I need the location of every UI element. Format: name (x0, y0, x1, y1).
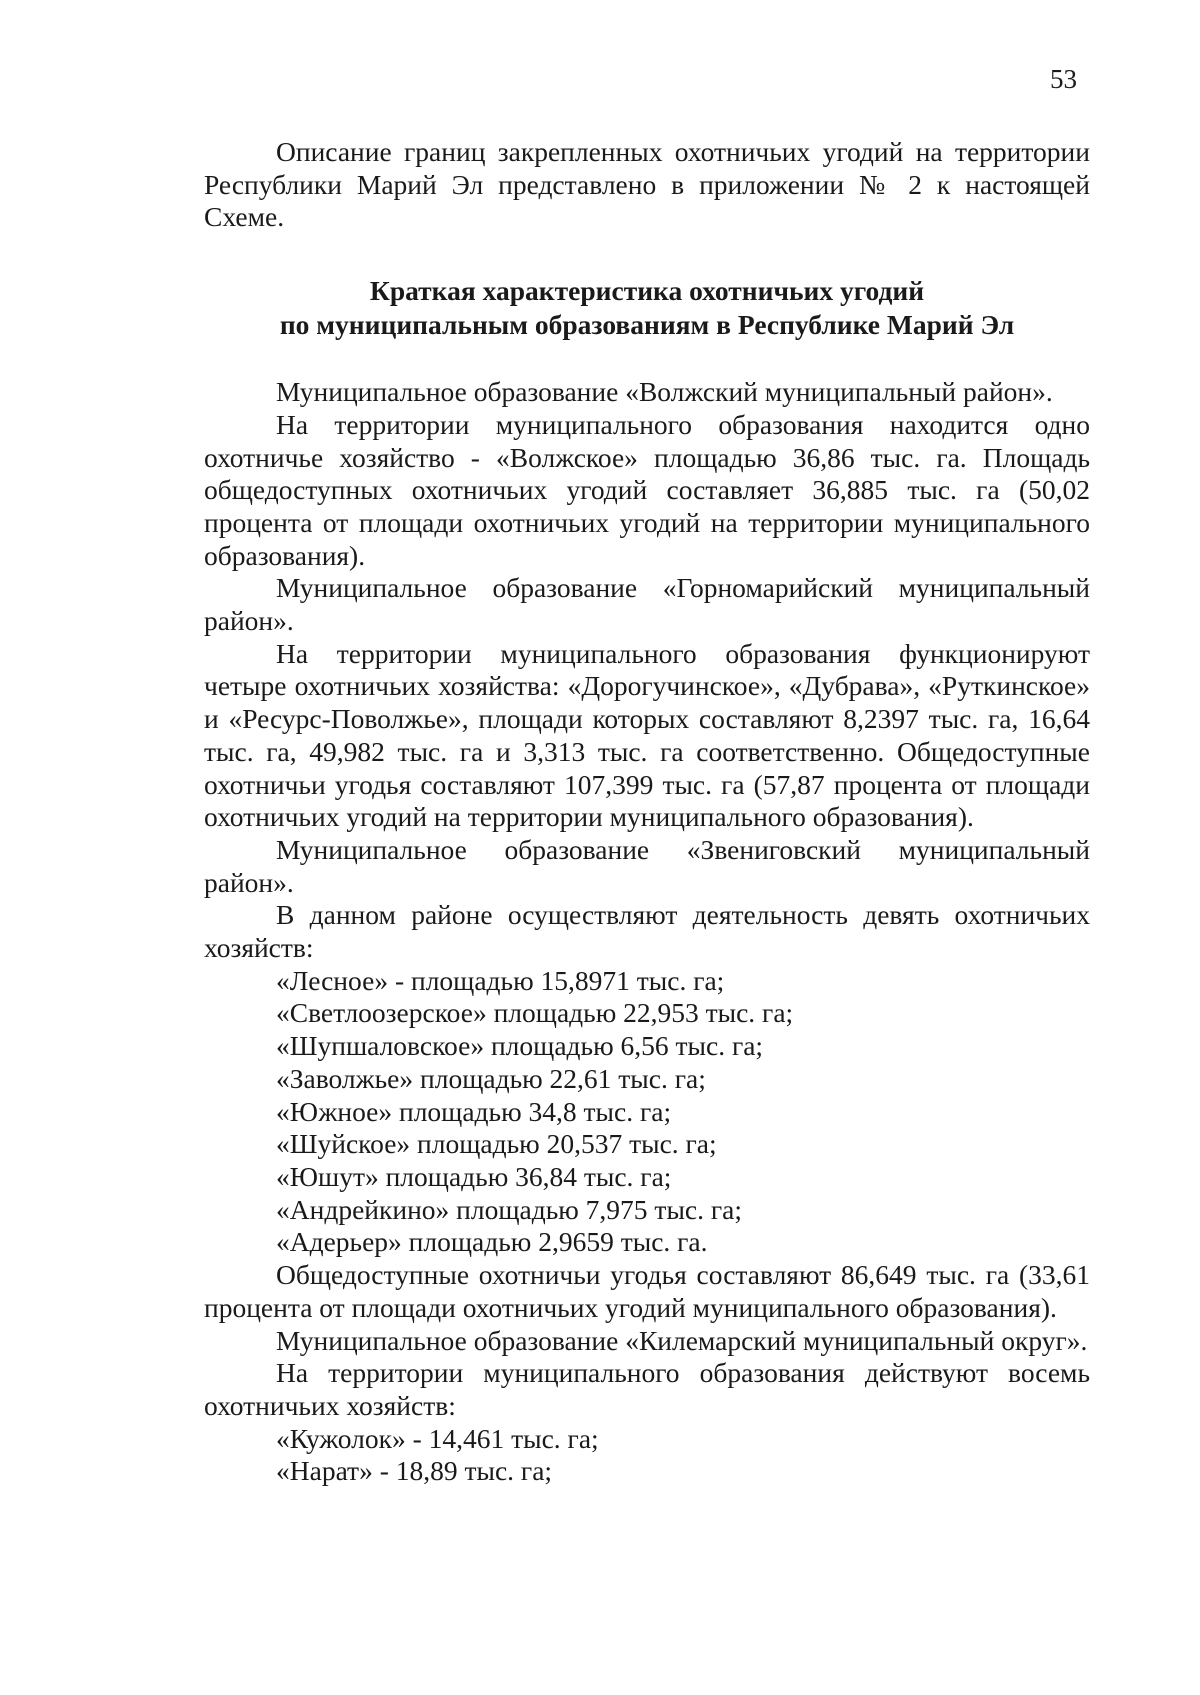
heading-line-1: Краткая характеристика охотничьих угодий (369, 275, 925, 307)
zvenigovsky-title: Муниципальное образование «Звениговский муниципальный район». (204, 833, 1090, 898)
list-item: «Нарат» - 18,89 тыс. га; (276, 1455, 553, 1487)
volzhsky-description: На территории муниципального образования находится одно охотничье хозяйство - «Волжское» площадью 36,86 тыс. га. Площадь общедоступных охотничьих угодий составляет 36,885 тыс. га (50,02 процента от площади охотничьих угодий на территории муниципального образования). (204, 408, 1090, 571)
list-item: «Лесное» - площадью 15,8971 тыс. га; (276, 964, 725, 996)
list-item: «Южное» площадью 34,8 тыс. га; (276, 1095, 672, 1127)
zvenigovsky-description: В данном районе осуществляют деятельность девять охотничьих хозяйств: (204, 899, 1090, 964)
gornomariysky-description: На территории муниципального образования функционируют четыре охотничьих хозяйства: «Дорогучинское», «Дубрава», «Руткинское» и «Ресурс-Поволжье», площади которых составляют 8,2397 тыс. га, 16,64 тыс. га, 49,982 тыс. га и 3,313 тыс. га соответственно. Общедоступные охотничьи угодья составляют 107,399 тыс. га (57,87 процента от площади охотничьих угодий на территории муниципального образования). (204, 637, 1090, 833)
intro-paragraph: Описание границ закрепленных охотничьих угодий на территории Республики Марий Эл представлено в приложении № 2 к настоящей Схеме. (204, 136, 1090, 233)
section-heading (204, 274, 1090, 342)
kilemarsky-description: На территории муниципального образования действуют восемь охотничьих хозяйств: (204, 1357, 1090, 1421)
zvenigovsky-summary: Общедоступные охотничьи угодья составляют 86,649 тыс. га (33,61 процента от площади охотничьих угодий муниципального образования). (204, 1259, 1090, 1323)
kilemarsky-title: Муниципальное образование «Килемарский муниципальный округ». (276, 1324, 1088, 1356)
volzhsky-title: Муниципальное образование «Волжский муниципальный район». (276, 376, 1053, 408)
list-item: «Андрейкино» площадью 7,975 тыс. га; (276, 1193, 743, 1225)
document-body (204, 136, 1090, 1488)
list-item: «Кужолок» - 14,461 тыс. га; (276, 1422, 599, 1454)
page-number: 53 (1050, 64, 1077, 94)
list-item: «Адерьер» площадью 2,9659 тыс. га. (276, 1226, 708, 1258)
list-item: «Юшут» площадью 36,84 тыс. га; (276, 1160, 672, 1192)
list-item: «Заволжье» площадью 22,61 тыс. га; (276, 1062, 706, 1094)
list-item: «Шупшаловское» площадью 6,56 тыс. га; (276, 1030, 764, 1062)
list-item: «Шуйское» площадью 20,537 тыс. га; (276, 1128, 717, 1160)
list-item: «Светлоозерское» площадью 22,953 тыс. га; (276, 997, 794, 1029)
heading-line-2: по муниципальным образованиям в Республике Марий Эл (279, 309, 1015, 341)
gornomariysky-title: Муниципальное образование «Горномарийский муниципальный район». (204, 572, 1090, 637)
